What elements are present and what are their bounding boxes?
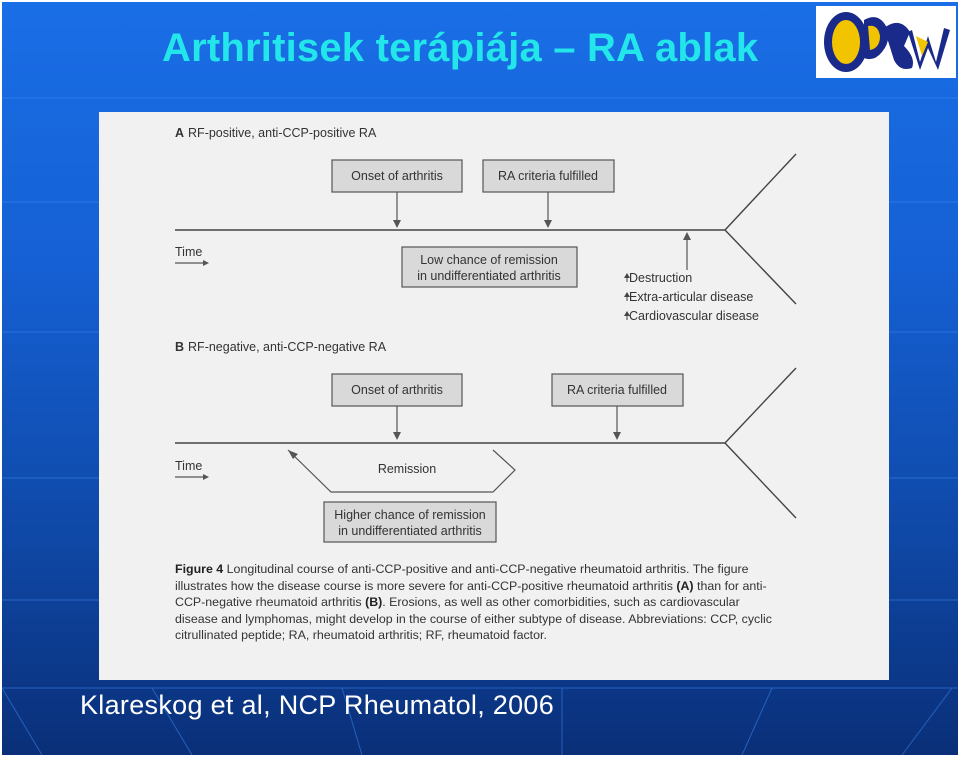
caption-ref-a: (A) (676, 578, 694, 593)
panel-b-fork-lower (725, 443, 796, 518)
panel-b-onset-label: Onset of arthritis (351, 383, 443, 397)
outcome-extra-articular: Extra-articular disease (629, 290, 754, 304)
caption-title: Longitudinal course of anti-CCP-positive and anti-CCP-negative rheumatoid arthritis. (226, 562, 690, 576)
caption-ref-b: (B) (365, 595, 383, 610)
slide-title: Arthritisek terápiája – RA ablak (162, 26, 759, 70)
panel-b-time-label: Time (175, 459, 203, 473)
panel-b-high-chance-line2: in undifferentiated arthritis (338, 524, 482, 538)
panel-b-fork-upper (725, 368, 796, 443)
panel-a-low-chance-line2: in undifferentiated arthritis (417, 269, 561, 283)
caption-abbreviations: Abbreviations: CCP, cyclic citrullinated peptide; RA, rheumatoid arthritis; RF, rheumatoid factor. (175, 611, 772, 643)
panel-a-onset-label: Onset of arthritis (351, 169, 443, 183)
panel-b-high-chance-line1: Higher chance of remission (334, 508, 486, 522)
slide (2, 2, 958, 755)
panel-a-criteria-label: RA criteria fulfilled (497, 169, 599, 183)
panel-a-fork-upper (725, 154, 796, 230)
caption-line-1: The figure illustrates how the disease course is more severe for anti-CCP-positive rheumatoid arthritis (175, 562, 749, 593)
figure-image (99, 112, 889, 680)
citation: Klareskog et al, NCP Rheumatol, 2006 (80, 690, 555, 720)
panel-a-heading: A RF-positive, anti-CCP-positive RA (175, 126, 377, 140)
panel-a-time-label: Time (175, 245, 203, 259)
remission-label: Remission (377, 462, 437, 476)
caption-line-2b: than for anti-CCP-negative rheumatoid arthritis (175, 578, 767, 610)
panel-a-low-chance-line1: Low chance of remission (420, 253, 558, 267)
panel-b-criteria-label: RA criteria fulfilled (566, 383, 668, 397)
dbrumm-logo (816, 6, 956, 78)
caption-figure-label: Figure 4 (175, 562, 224, 576)
caption-line-2d: . Erosions, as well as other comorbidities, such as cardiovascular disease and lymphomas, might develop in the course of either subtype of disease. (175, 595, 740, 626)
outcome-destruction: Destruction (629, 271, 693, 285)
panel-b-heading: B RF-negative, anti-CCP-negative RA (175, 340, 387, 354)
figure-caption (175, 561, 775, 644)
outcome-cardiovascular: Cardiovascular disease (629, 309, 759, 323)
